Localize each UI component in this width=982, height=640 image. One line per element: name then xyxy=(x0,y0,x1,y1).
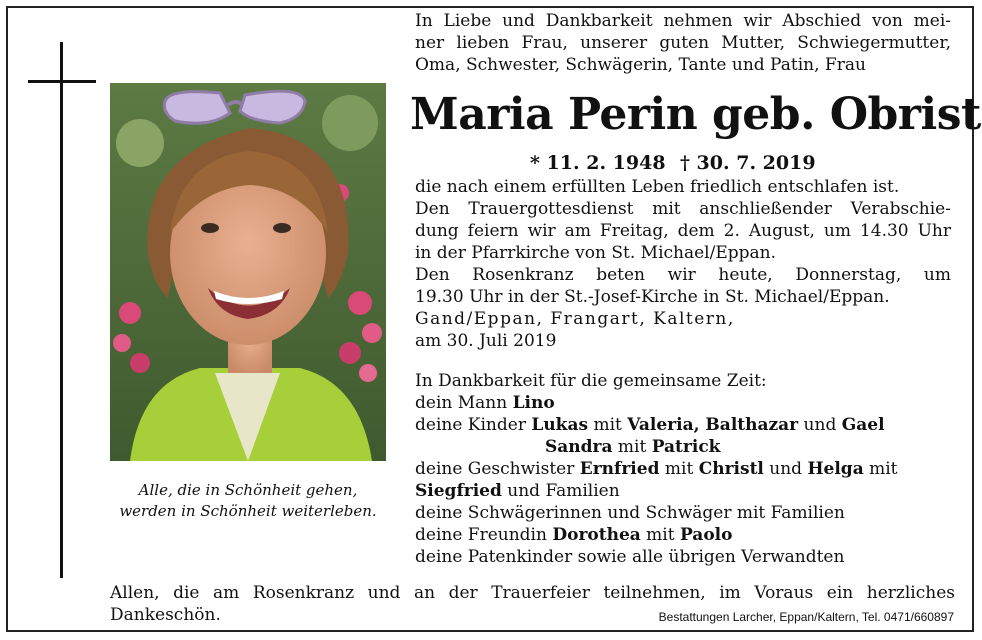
date-line: am 30. Juli 2019 xyxy=(415,331,557,351)
mourner-line-children xyxy=(415,414,955,436)
mourner-line-siblings xyxy=(415,458,955,480)
quote-line: werden in Schönheit weiterleben. xyxy=(119,502,377,520)
mourners-list xyxy=(415,370,955,568)
body-line: in der Pfarrkirche von St. Michael/Eppan. xyxy=(415,243,776,263)
mourner-name: Christl xyxy=(698,459,764,479)
mourner-name: Lukas xyxy=(531,415,589,435)
mourner-name: Helga xyxy=(807,459,864,479)
intro-paragraph xyxy=(415,10,951,76)
mourner-line-children-2 xyxy=(415,436,955,458)
mourner-text: deine Freundin xyxy=(415,525,553,545)
quote-line: Alle, die in Schönheit gehen, xyxy=(138,481,358,499)
body-line: Den Trauergottesdienst mit anschließender Verabschie- xyxy=(415,199,951,219)
body-line: die nach einem erfüllten Leben friedlich entschlafen ist. xyxy=(415,177,900,197)
thanks-line: Allen, die am Rosenkranz und an der Trauerfeier teilnehmen, im Voraus ein herzliches xyxy=(110,583,955,603)
mourners-intro: In Dankbarkeit für die gemeinsame Zeit: xyxy=(415,371,767,391)
funeral-home-credit: Bestattungen Larcher, Eppan/Kaltern, Tel. 0471/660897 xyxy=(658,610,954,624)
mourner-name: Gael xyxy=(841,415,885,435)
body-line: 19.30 Uhr in der St.-Josef-Kirche in St. Michael/Eppan. xyxy=(415,287,890,307)
cross-icon-horizontal xyxy=(28,80,96,83)
mourner-name: Sandra xyxy=(545,437,613,457)
body-line: Den Rosenkranz beten wir heute, Donnerstag, um xyxy=(415,265,951,285)
mourner-text: mit xyxy=(588,415,628,435)
mourner-text: und xyxy=(798,415,842,435)
mourner-name: Dorothea xyxy=(552,525,641,545)
body-line: dung feiern wir am Freitag, dem 2. August, um 14.30 Uhr xyxy=(415,221,951,241)
mourner-line-inlaws: deine Schwägerinnen und Schwäger mit Familien xyxy=(415,503,845,523)
life-dates xyxy=(530,150,850,176)
mourner-text: deine Geschwister xyxy=(415,459,580,479)
mourner-text: mit xyxy=(640,525,680,545)
mourner-name: Ernfried xyxy=(579,459,660,479)
cross-icon-vertical xyxy=(60,42,63,578)
mourner-text: deine Kinder xyxy=(415,415,532,435)
mourner-line-godchildren: deine Patenkinder sowie alle übrigen Verwandten xyxy=(415,547,845,567)
service-paragraph xyxy=(415,176,951,352)
intro-line: In Liebe und Dankbarkeit nehmen wir Abschied von mei- xyxy=(415,11,951,31)
birth-date: * 11. 2. 1948 xyxy=(530,152,666,174)
mourner-text: und xyxy=(763,459,808,479)
intro-line: Oma, Schwester, Schwägerin, Tante und Patin, Frau xyxy=(415,55,866,75)
mourner-text: mit xyxy=(659,459,699,479)
deceased-name: Maria Perin geb. Obrist xyxy=(410,89,981,140)
mourner-text: und Familien xyxy=(501,481,620,501)
mourner-name: Patrick xyxy=(651,437,721,457)
mourner-text: dein Mann xyxy=(415,393,513,413)
portrait-photo xyxy=(110,83,386,461)
memorial-quote xyxy=(104,480,392,522)
mourner-name: Lino xyxy=(512,393,555,413)
mourner-text: mit xyxy=(612,437,652,457)
mourner-line-siblings-2 xyxy=(415,480,955,502)
mourner-name: Siegfried xyxy=(415,481,502,501)
mourner-name: Paolo xyxy=(679,525,733,545)
mourner-name: Valeria, Balthazar xyxy=(627,415,799,435)
mourner-text: mit xyxy=(863,459,898,479)
intro-line: ner lieben Frau, unserer guten Mutter, Schwiegermutter, xyxy=(415,33,951,53)
death-date: † 30. 7. 2019 xyxy=(680,152,816,174)
place-line: Gand/Eppan, Frangart, Kaltern, xyxy=(415,309,735,329)
mourner-line-friend xyxy=(415,524,955,546)
thanks-line: Dankeschön. xyxy=(110,605,221,625)
mourner-line-husband xyxy=(415,392,955,414)
